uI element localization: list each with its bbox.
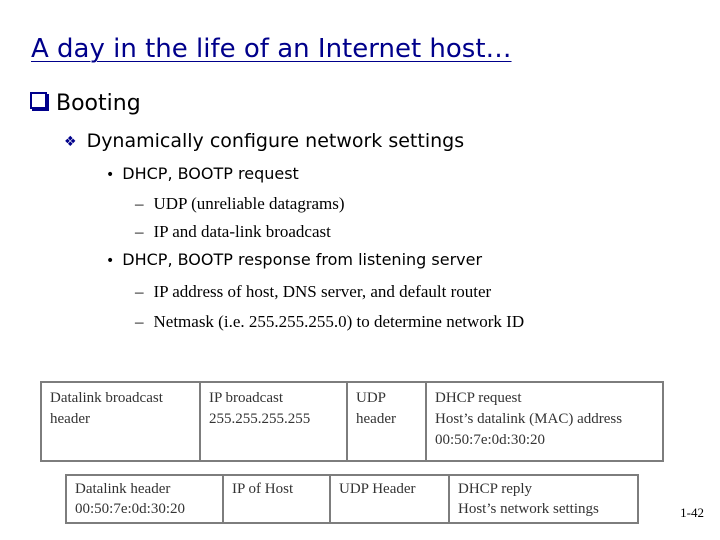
cell-line: header	[356, 411, 396, 427]
udp-header-cell	[330, 475, 449, 523]
bullet-text: Dynamically configure network settings	[86, 130, 465, 152]
bullet-text: DHCP, BOOTP request	[122, 164, 299, 183]
datalink-header-cell	[66, 475, 223, 523]
cell-line: IP of Host	[232, 481, 294, 497]
bullet-dhcp-request	[106, 164, 299, 183]
cell-line: header	[50, 411, 90, 427]
q-box-icon	[30, 92, 47, 109]
bullet-text: Booting	[56, 91, 141, 116]
cell-line: Host’s network settings	[458, 501, 599, 517]
bullet-text: IP address of host, DNS server, and default router	[153, 282, 492, 301]
bullet-dash: –	[135, 222, 144, 241]
bullet-udp	[135, 194, 345, 214]
cell-line: DHCP reply	[458, 481, 533, 497]
bullet-dhcp-response	[106, 250, 482, 269]
dhcp-reply-frame-diagram	[65, 474, 639, 524]
cell-line: Datalink header	[75, 481, 171, 497]
ip-broadcast-cell	[200, 382, 347, 461]
bullet-text: Netmask (i.e. 255.255.255.0) to determine network ID	[153, 312, 525, 331]
bullet-booting	[30, 91, 141, 116]
cell-line: Datalink broadcast	[50, 390, 163, 406]
bullet-ip-broadcast	[135, 222, 331, 242]
bullet-dash: –	[135, 282, 144, 301]
cell-line: Host’s datalink (MAC) address	[435, 411, 623, 427]
cell-line: 00:50:7e:0d:30:20	[75, 501, 185, 517]
slide-title: A day in the life of an Internet host…	[31, 34, 512, 64]
dhcp-request-cell	[426, 382, 663, 461]
datalink-broadcast-header-cell	[41, 382, 200, 461]
dhcp-request-frame-diagram	[40, 381, 664, 462]
bullet-dot: •	[106, 253, 115, 269]
udp-header-cell	[347, 382, 426, 461]
bullet-ip-address	[135, 282, 491, 302]
ip-of-host-cell	[223, 475, 330, 523]
bullet-text: UDP (unreliable datagrams)	[153, 194, 345, 213]
dhcp-reply-cell	[449, 475, 638, 523]
slide-number: 1-42	[680, 505, 704, 520]
bullet-text: DHCP, BOOTP response from listening server	[122, 250, 483, 269]
v-arrow-icon: ❖	[64, 134, 77, 150]
bullet-dynamic-config	[64, 130, 464, 152]
cell-line: 255.255.255.255	[209, 411, 311, 427]
bullet-text: IP and data-link broadcast	[153, 222, 331, 241]
bullet-dash: –	[135, 194, 144, 213]
bullet-dot: •	[106, 167, 115, 183]
bullet-netmask	[135, 312, 524, 332]
cell-line: DHCP request	[435, 390, 522, 406]
cell-line: UDP	[356, 390, 387, 406]
cell-line: IP broadcast	[209, 390, 284, 406]
cell-line: 00:50:7e:0d:30:20	[435, 432, 545, 448]
bullet-dash: –	[135, 312, 144, 331]
cell-line: UDP Header	[339, 481, 416, 497]
